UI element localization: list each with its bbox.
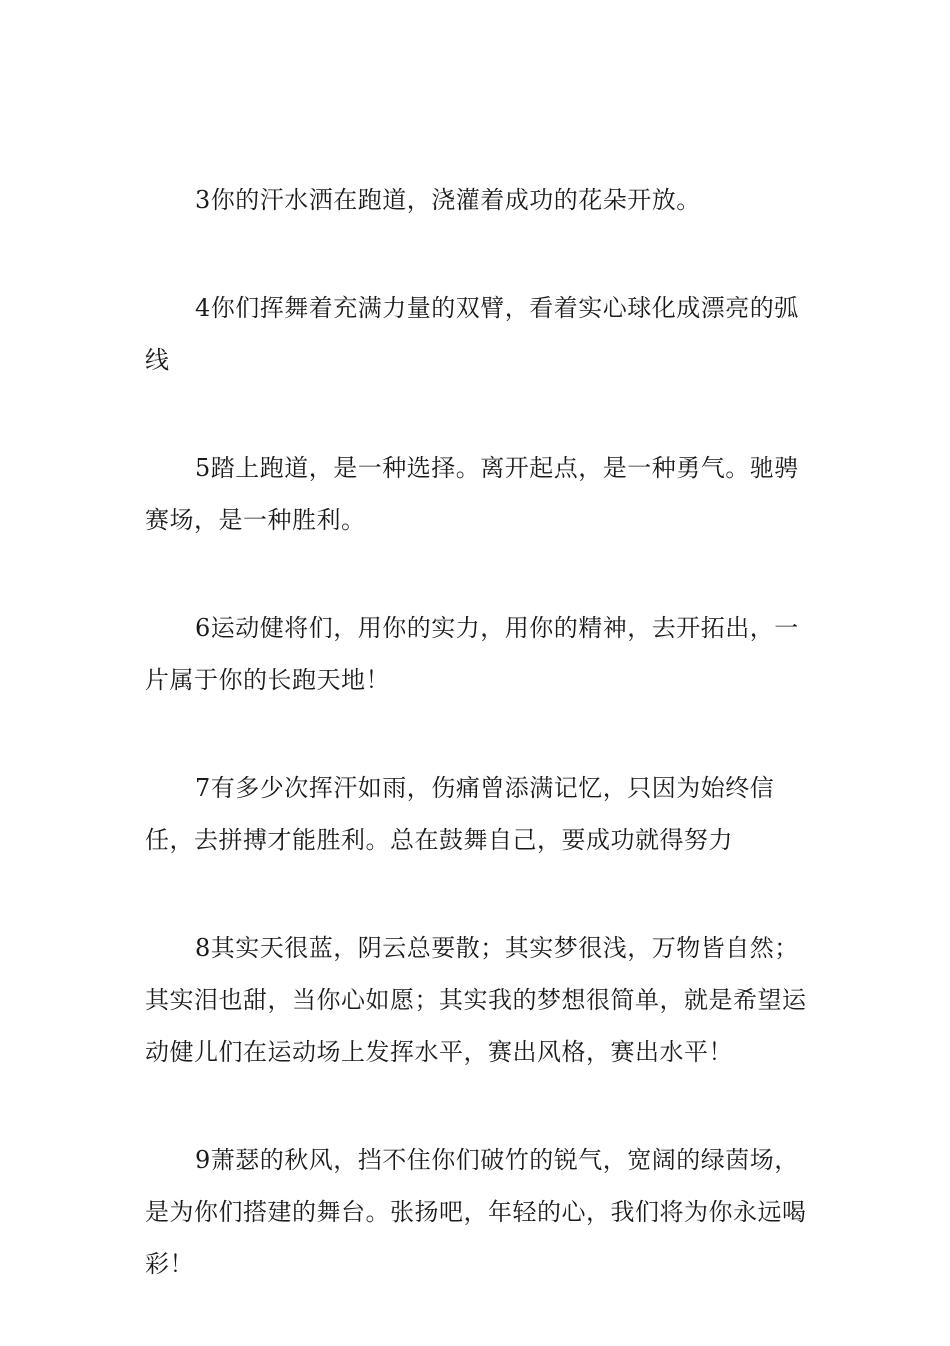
paragraph-8: 8其实天很蓝，阴云总要散；其实梦很浅，万物皆自然；其实泪也甜，当你心如愿；其实我的梦想很简单，就是希望运动健儿们在运动场上发挥水平，赛出风格，赛出水平！ <box>145 934 807 1066</box>
paragraph-3: 3你的汗水洒在跑道，浇灌着成功的花朵开放。 <box>195 186 701 214</box>
paragraph-9: 9萧瑟的秋风，挡不住你们破竹的锐气，宽阔的绿茵场，是为你们搭建的舞台。张扬吧，年轻的心，我们将为你永远喝彩！ <box>145 1146 807 1278</box>
paragraph-7: 7有多少次挥汗如雨，伤痛曾添满记忆，只因为始终信任，去拼搏才能胜利。总在鼓舞自己，要成功就得努力 <box>145 774 775 854</box>
paragraph-4: 4你们挥舞着充满力量的双臂，看着实心球化成漂亮的弧线 <box>145 294 799 374</box>
paragraph-5: 5踏上跑道，是一种选择。离开起点，是一种勇气。驰骋赛场，是一种胜利。 <box>145 454 799 534</box>
document-body <box>145 174 810 1346</box>
paragraph-6: 6运动健将们，用你的实力，用你的精神，去开拓出，一片属于你的长跑天地！ <box>145 614 799 694</box>
